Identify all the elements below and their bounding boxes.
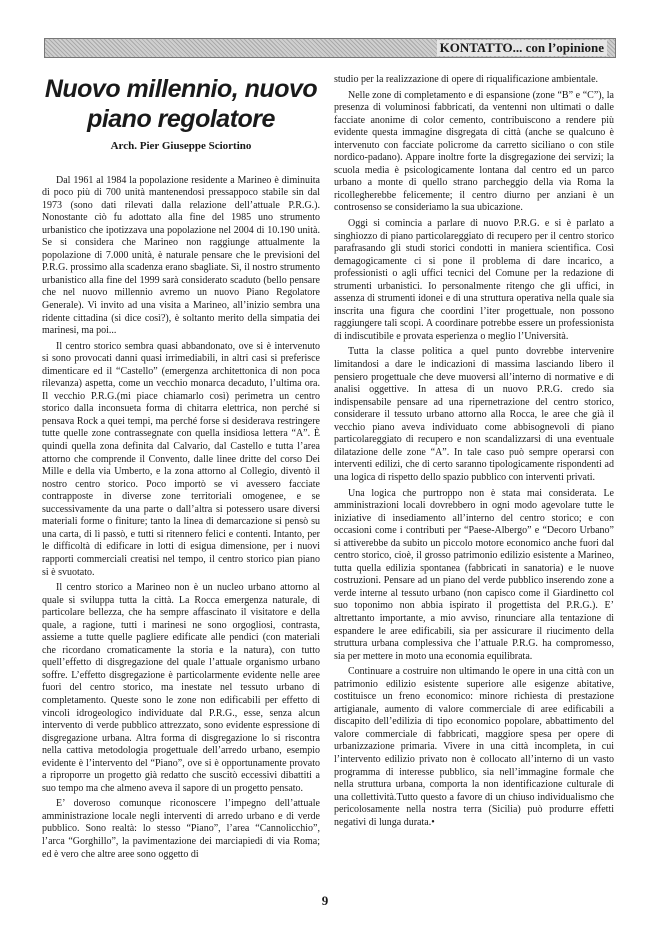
paragraph: studio per la realizzazione di opere di riqualificazione ambientale. (334, 74, 599, 85)
paragraph: Dal 1961 al 1984 la popolazione residente a Marineo è diminuita di poco più di 700 unità mantenendosi pressappoco stabile sin dal 1973 (sono dati rilevati dalla relazione dell’attuale P.R.G.). Nonostante ciò fu adottato alla fine del 1985 uno strumento urbanistico che ipotizzava una popolazione nel 2004 di 10.190 unità. Se si considera che Marineo non raggiunge attualmente la popolazione di 7.000 unità, è naturale pensare che le previsioni del P.R.G. prossimo alla scadenza erano sbagliate. Sì, il nostro strumento urbanistico alla fine del 1999 sarà considerato scaduto (bello pensare che nel nuovo millennio avremo un nuovo Piano Regolatore Generale). Vi invito ad una visita a Marineo, all’inizio sembra una ridente cittadina (si dice così?), è soltanto merito della simpatia dei marinesi, ma poi... (42, 174, 320, 337)
article-author: Arch. Pier Giuseppe Sciortino (110, 140, 252, 152)
paragraph: E’ doveroso comunque riconoscere l’impegno dell’attuale amministrazione locale negli interventi di arredo urbano e di verde pubblico. Sono realtà: lo stesso “Piano”, l’area “Cannolicchio”, l’arca “Gorghillo”, la pavimentazione dei marciapiedi di via Roma; ed è vero che altre aree sono oggetto di (42, 798, 320, 860)
section-header-label: KONTATTO... con l’opinione (437, 40, 607, 56)
paragraph: Oggi si comincia a parlare di nuovo P.R.G. e si è parlato a singhiozzo di piano particolareggiato di recupero per il centro storico parafrasando gli studi storici condotti in maniera scientifica. Così demagogicamente ci si pone il problema di dare incarico, a professionisti o agli uffici tecnici del Comune per la redazione di strumenti urbanistici. Io personalmente ritengo che gli uffici, in assenza di strumenti idonei e di una struttura operativa nella quale sia inscrita una figura che coordini l’iter progettuale, non possono raggiungere tali scopi. A coordinare potrebbe essere un professionista di indiscutibile e provata esperienza o meglio l’Università. (334, 218, 614, 342)
paragraph: Il centro storico sembra quasi abbandonato, ove si è intervenuto si sono provocati danni quasi irrimediabili, in altri casi si preferisce dimenticare ed il “Castello” (emergenza architettonica di non poca rilevanza) aspetta, come un vecchio monarca decaduto, l’ultima ora. Il vecchio P.R.G.(mi piace chiamarlo così) perimetra un centro storico dalla inconsueta forma di chitarra elettrica, non perché si pensava Rock a quei tempi, ma perché forse si desiderava restringere tutte quelle zone contrassegnate con quella insidiosa lettera “A”. È quindi quella zona definita dal Calvario, dal Castello e tutta l’area attorno che comprende il Convento, dalle linee dritte del corso Dei Mille e della via Umberto, e la zona attorno al Collegio, diventò il nostro centro storico. Poco importò se vi avessero facciate contrapposte in diverse zone territoriali omogenee, e se successivamente da una parte o dall’altra si potessero usare diversi materiali forme o finiture; tanto la linea di demarcazione si pensò su una carta, di lì passò, e tutti si ritennero felici e contenti. Intanto, per le difficoltà di edificare in lotti di esigua dimensione, per i nuovi rapporti commerciali creatisi nel tempo, il centro storico pian piano si è svuotato. (42, 340, 320, 578)
section-header-bar (44, 38, 616, 58)
paragraph: Nelle zone di completamento e di espansione (zone “B” e “C”), la presenza di voluminosi fabbricati, da ventenni non ultimati o dalle facciate anonime di color cemento, contribuiscono a rendere più evidente questa immagine disgregata di città (anche se qualcuno è intervenuto con facciate policrome da carretto siciliano o con stile nordico-padano). Appare inoltre forte la disgregazione dei servizi; la scuola media è psicologicamente lontana dal centro ed un parco urbano a monte di quello strano parcheggio della via Roma la ricollegherebbe felicemente; il centro diurno per anziani è un controsenso se consideriamo la sua ubicazione. (334, 89, 614, 214)
article-title-line-2: piano regolatore (87, 105, 275, 133)
page-number: 9 (321, 893, 329, 908)
paragraph: Una logica che purtroppo non è stata mai considerata. Le amministrazioni locali dovrebbero in ogni modo agevolare tutte le iniziative di insediamento all’interno del centro storico; e con occasioni come i contributi per “Paese-Albergo” e “Decoro Urbano” si attiverebbe da subito un piccolo motore economico anche fuori dal centro storico, cioè, il grosso patrimonio edilizio esistente a Marineo, tutta quella edilizia spontanea (fabbricati in sanatoria) e le nuove costruzioni. Pensare ad un piano del verde pubblico inserendo zone a verde interne al tessuto urbano (non capisco come il Giardinetto col suo toponimo non abbia ispirato il progettista del P.R.G.). E’ altrettanto importante, a mio avviso, rinunciare alla tentazione di espandere le aree edificabili, sia per assicurare il riucimento della struttura urbana complessiva che l’attuale P.R.G. ha compromesso, sia per mettere in moto una economia equilibrata. (334, 487, 614, 662)
paragraph: Tutta la classe politica a quel punto dovrebbe intervenire limitandosi a dare le indicazioni di massima lasciando libero il pensiero progettuale che deve muoversi all’interno di normative e di analisi oggettive. In attesa di un nuovo P.R.G. credo sia indispensabile pensare ad una ripernetrazione del centro storico, considerare il tessuto urbano attorno alla Rocca, le aree che già il vecchio piano aveva individuato come abbisognevoli di piano particolareggiato di recupero e non scandalizzarsi di una eventuale dilatazione delle zone “A”. In tale caso può sempre operarsi con interventi edilizi, che di certo saranno tipologicamente rispondenti ad una logica di rispetto dello spazio pubblico con interventi privati. (334, 346, 614, 483)
paragraph: Continuare a costruire non ultimando le opere in una città con un patrimonio edilizio esistente superiore alle esigenze abitative, costituisce un freno economico: minore richiesta di prestazione artigianale, aumento di valore commerciale di aree edificabili a discapito dell’edilizia di tipo economico popolare, abbattimento del valore commerciale di fabbricati, maggiore spesa per opere di urbanizzazione primaria. Vivere in una città incompleta, in cui l’intervento edilizio privato non è collocato all’interno di un vasto programma di interesse pubblico, sia nell’immagine formale che nella struttura urbana, comporta la non identificazione culturale di una collettività.Tutto questo a favore di un chiuso individualismo che pericolosamente nella nostra terra (Sicilia) può produrre effetti negativi di lunga durata.• (334, 666, 614, 828)
article-column-right (334, 74, 614, 832)
article-title-block (42, 74, 320, 153)
article-title-line-1: Nuovo millennio, nuovo (44, 75, 318, 103)
paragraph: Il centro storico a Marineo non è un nucleo urbano attorno al quale si sviluppa tutta la città. La Rocca emergenza naturale, di particolare bellezza, che ha sempre affascinato il visitatore e della quale, a ragione, tutti i marinesi ne sono orgogliosi, contrasta, assieme a tutte quelle pagliere edificate alle pendici (con materiali che ricordano cromaticamente la storia e la natura), con tutto quell’effetto di disgregazione del quale l’attuale organismo urbano soffre. L’effetto disgregazione è particolarmente evidente nelle aree fuori del centro storico, ma inestate nel tessuto urbano di completamento. Queste sono le zone non edificabili per effetto di vincoli idrogeologico individuate dal P.R.G., esse, senza alcun intervento di verde pubblico attrezzato, sono evidente espressione di disgregazione urbana. Altra forma di disgregazione lo si riscontra nella cattiva metodologia progettuale dell’arredo urbano, esempio evidente è l’intervento del “Piano”, ove si è opportunamente provato a riproporre un progetto già redatto che suscitò eccessivi dibattiti a suo tempo ma che almeno aveva il sapore di un progetto pensato. (42, 582, 320, 794)
article-column-left (42, 66, 320, 864)
